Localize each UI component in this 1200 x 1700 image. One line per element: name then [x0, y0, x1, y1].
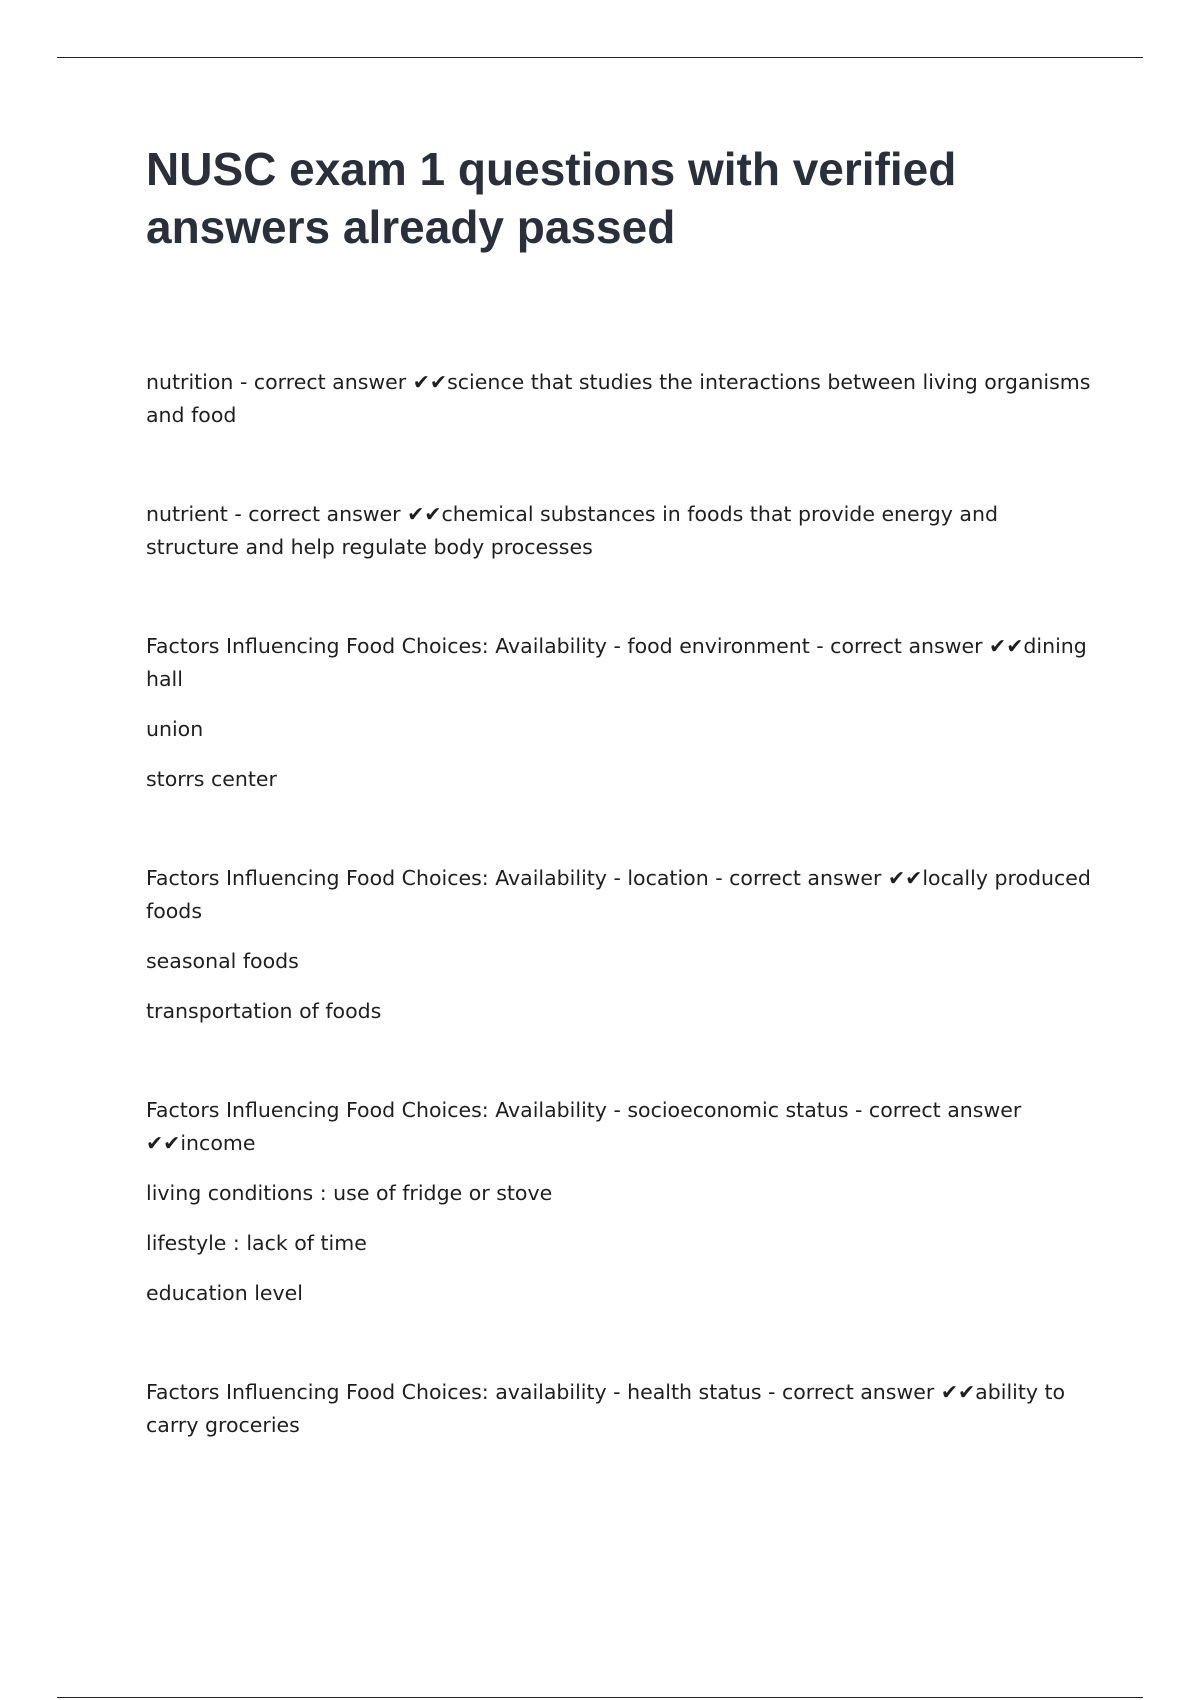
- question-term: nutrient: [146, 502, 228, 526]
- check-icon: ✔✔: [146, 1131, 181, 1155]
- answer-extra-line: living conditions : use of fridge or stove: [146, 1181, 553, 1205]
- answer-extra-line: lifestyle : lack of time: [146, 1231, 367, 1255]
- qa-entry: [146, 498, 1096, 564]
- check-icon: ✔✔: [989, 634, 1024, 658]
- qa-entry: [146, 1094, 1096, 1310]
- document-title: NUSC exam 1 questions with verified answers already passed: [146, 143, 957, 253]
- qa-entry: [146, 366, 1096, 432]
- answer-separator: - correct answer: [227, 502, 408, 526]
- answer-extra-line: education level: [146, 1281, 303, 1305]
- qa-list: [146, 366, 1096, 1442]
- check-icon: ✔✔: [888, 866, 923, 890]
- qa-line: [146, 630, 1096, 696]
- qa-entry: [146, 630, 1096, 796]
- answer-separator: - correct answer: [233, 370, 413, 394]
- answer-separator: - correct answer: [809, 634, 990, 658]
- answer-extra-line: seasonal foods: [146, 949, 299, 973]
- check-icon: ✔✔: [940, 1380, 976, 1404]
- question-term: Factors Influencing Food Choices: Availability - location: [146, 866, 709, 890]
- qa-line: [146, 366, 1096, 432]
- answer-separator: - correct answer: [761, 1380, 941, 1404]
- question-term: Factors Influencing Food Choices: Availability - food environment: [146, 634, 810, 658]
- answer-extra-line: union: [146, 717, 204, 741]
- qa-line: [146, 1376, 1096, 1442]
- answer-text: locally produced foods: [146, 866, 1091, 923]
- answer-text: dining hall: [146, 634, 1087, 691]
- qa-line: [146, 498, 1096, 564]
- qa-entry: [146, 862, 1096, 1028]
- question-term: nutrition: [146, 370, 234, 394]
- answer-text: chemical substances in foods that provide energy and structure and help regulate body processes: [146, 502, 998, 559]
- qa-line: [146, 862, 1096, 928]
- question-term: Factors Influencing Food Choices: Availability - socioeconomic status: [146, 1098, 849, 1122]
- qa-entry: [146, 1376, 1096, 1442]
- qa-line: [146, 1094, 1096, 1160]
- question-term: Factors Influencing Food Choices: availability - health status: [146, 1380, 762, 1404]
- bottom-rule: [57, 1697, 1143, 1698]
- top-rule: [57, 57, 1143, 58]
- check-icon: ✔✔: [412, 370, 448, 394]
- answer-separator: - correct answer: [848, 1098, 1022, 1122]
- answer-text: ability to carry groceries: [146, 1380, 1066, 1437]
- check-icon: ✔✔: [407, 502, 442, 526]
- document-page: [146, 140, 1096, 1508]
- answer-extra-line: storrs center: [146, 767, 277, 791]
- answer-text: science that studies the interactions between living organisms and food: [146, 370, 1091, 427]
- answer-extra-line: transportation of foods: [146, 999, 382, 1023]
- answer-text: income: [180, 1131, 256, 1155]
- answer-separator: - correct answer: [708, 866, 888, 890]
